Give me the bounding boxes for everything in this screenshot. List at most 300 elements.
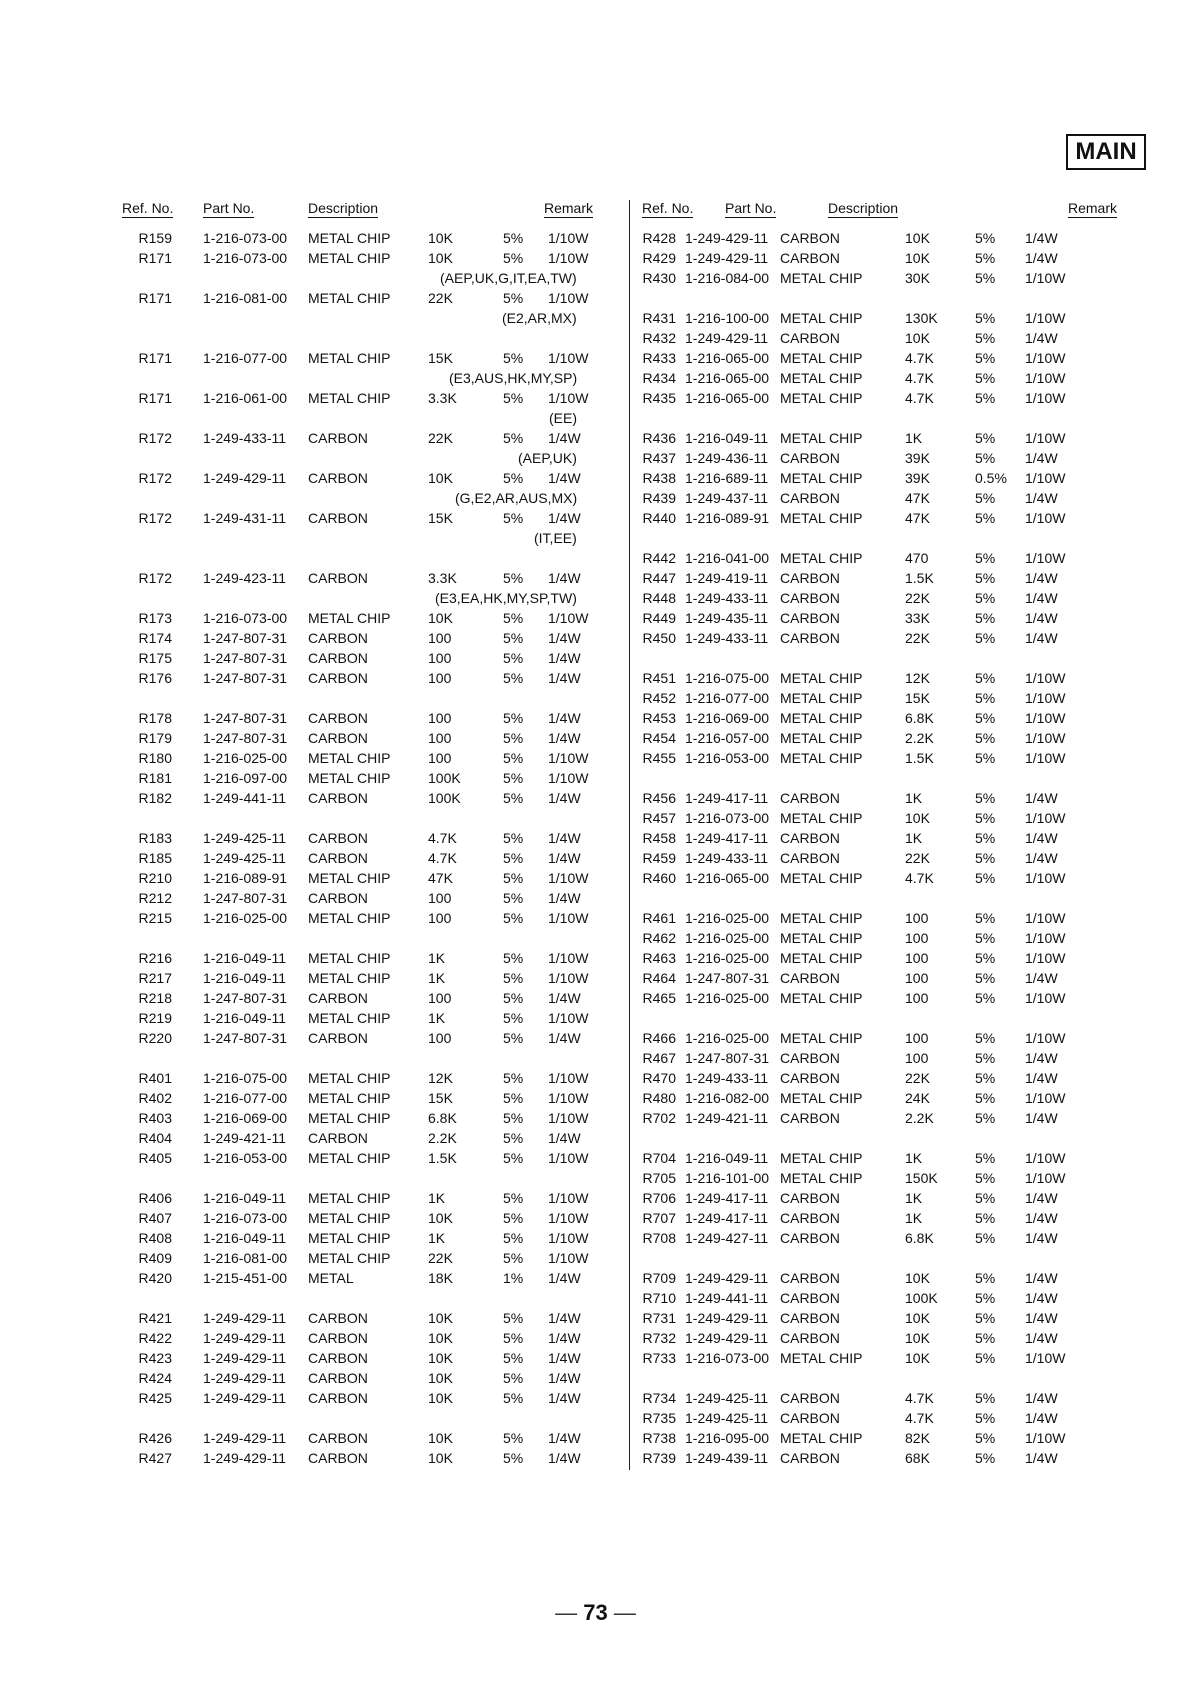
wattage: 1/4W <box>1025 1270 1058 1286</box>
wattage: 1/10W <box>1025 390 1066 406</box>
value: 22K <box>428 1250 453 1266</box>
value: 1K <box>905 1150 923 1166</box>
part-no: 1-216-025-00 <box>685 990 770 1006</box>
tolerance: 5% <box>975 570 996 586</box>
tolerance: 5% <box>975 430 996 446</box>
header-ref: Ref. No. <box>122 200 174 216</box>
wattage: 1/10W <box>548 250 589 266</box>
part-no: 1-249-441-11 <box>203 790 287 806</box>
ref-no: R218 <box>138 990 172 1006</box>
wattage: 1/4W <box>1025 1110 1058 1126</box>
description: CARBON <box>308 510 368 526</box>
wattage: 1/4W <box>1025 790 1058 806</box>
part-no: 1-216-053-00 <box>203 1150 288 1166</box>
value: 22K <box>428 430 453 446</box>
ref-no: R406 <box>138 1190 172 1206</box>
description: CARBON <box>780 490 840 506</box>
description: CARBON <box>308 850 368 866</box>
wattage: 1/10W <box>548 870 589 886</box>
ref-no: R429 <box>642 250 676 266</box>
wattage: 1/4W <box>1025 1390 1058 1406</box>
tolerance: 5% <box>975 1030 996 1046</box>
ref-no: R424 <box>138 1370 172 1386</box>
part-no: 1-216-084-00 <box>685 270 770 286</box>
tolerance: 5% <box>975 1390 996 1406</box>
ref-no: R463 <box>642 950 676 966</box>
value: 10K <box>905 1330 930 1346</box>
ref-no: R450 <box>642 630 676 646</box>
value: 1K <box>428 970 446 986</box>
part-no: 1-249-425-11 <box>685 1410 769 1426</box>
tolerance: 5% <box>975 910 996 926</box>
part-no: 1-216-073-00 <box>203 230 288 246</box>
tolerance: 5% <box>503 1250 524 1266</box>
ref-no: R422 <box>138 1330 172 1346</box>
tolerance: 5% <box>975 1090 996 1106</box>
description: METAL CHIP <box>780 430 863 446</box>
value: 12K <box>428 1070 453 1086</box>
description: CARBON <box>308 730 368 746</box>
wattage: 1/10W <box>1025 990 1066 1006</box>
wattage: 1/4W <box>1025 1230 1058 1246</box>
header-description: Description <box>308 200 379 216</box>
part-no: 1-249-429-11 <box>685 1270 769 1286</box>
description: METAL CHIP <box>780 1430 863 1446</box>
ref-no: R437 <box>642 450 676 466</box>
description: METAL CHIP <box>308 1090 391 1106</box>
part-no: 1-216-069-00 <box>685 710 770 726</box>
tolerance: 5% <box>503 250 524 266</box>
ref-no: R733 <box>642 1350 676 1366</box>
header-part: Part No. <box>203 200 255 216</box>
tolerance: 5% <box>503 970 524 986</box>
part-no: 1-216-061-00 <box>203 390 288 406</box>
description: METAL CHIP <box>780 1150 863 1166</box>
part-no: 1-216-100-00 <box>685 310 770 326</box>
tolerance: 5% <box>503 1190 524 1206</box>
part-no: 1-249-417-11 <box>685 1210 769 1226</box>
description: CARBON <box>780 1070 840 1086</box>
value: 39K <box>905 470 930 486</box>
wattage: 1/10W <box>1025 730 1066 746</box>
description: METAL CHIP <box>780 990 863 1006</box>
description: CARBON <box>308 890 368 906</box>
part-no: 1-249-429-11 <box>685 1310 769 1326</box>
tolerance: 5% <box>503 1230 524 1246</box>
tolerance: 5% <box>503 870 524 886</box>
part-no: 1-216-097-00 <box>203 770 288 786</box>
description: METAL CHIP <box>780 930 863 946</box>
part-no: 1-216-073-00 <box>203 250 288 266</box>
description: CARBON <box>780 1210 840 1226</box>
wattage: 1/10W <box>1025 1170 1066 1186</box>
wattage: 1/4W <box>1025 1330 1058 1346</box>
description: METAL CHIP <box>780 870 863 886</box>
ref-no: R731 <box>642 1310 676 1326</box>
description: METAL CHIP <box>780 670 863 686</box>
part-no: 1-249-433-11 <box>685 1070 769 1086</box>
tolerance: 5% <box>503 1210 524 1226</box>
description: CARBON <box>308 990 368 1006</box>
tolerance: 5% <box>503 570 524 586</box>
wattage: 1/10W <box>548 290 589 306</box>
description: METAL CHIP <box>780 470 863 486</box>
ref-no: R464 <box>642 970 676 986</box>
value: 4.7K <box>428 850 457 866</box>
wattage: 1/4W <box>548 1270 581 1286</box>
part-no: 1-247-807-31 <box>203 990 288 1006</box>
wattage: 1/4W <box>1025 850 1058 866</box>
ref-no: R171 <box>138 350 172 366</box>
wattage: 1/4W <box>548 650 581 666</box>
wattage: 1/4W <box>1025 330 1058 346</box>
value: 130K <box>905 310 938 326</box>
tolerance: 5% <box>503 610 524 626</box>
part-no: 1-247-807-31 <box>203 890 288 906</box>
part-no: 1-216-025-00 <box>685 930 770 946</box>
description: CARBON <box>308 1370 368 1386</box>
ref-no: R461 <box>642 910 676 926</box>
wattage: 1/4W <box>1025 1190 1058 1206</box>
value: 4.7K <box>905 350 934 366</box>
tolerance: 5% <box>503 830 524 846</box>
tolerance: 5% <box>975 350 996 366</box>
ref-no: R217 <box>138 970 172 986</box>
destination-remark: (E3,AUS,HK,MY,SP) <box>449 370 578 386</box>
ref-no: R407 <box>138 1210 172 1226</box>
description: METAL CHIP <box>308 1070 391 1086</box>
part-no: 1-216-049-11 <box>203 970 287 986</box>
ref-no: R408 <box>138 1230 172 1246</box>
ref-no: R734 <box>642 1390 676 1406</box>
column-divider <box>629 200 630 1470</box>
ref-no: R452 <box>642 690 676 706</box>
tolerance: 5% <box>503 1070 524 1086</box>
value: 10K <box>428 1210 453 1226</box>
value: 1.5K <box>905 570 934 586</box>
wattage: 1/4W <box>548 990 581 1006</box>
description: METAL CHIP <box>780 350 863 366</box>
ref-no: R480 <box>642 1090 676 1106</box>
page-number <box>0 1600 1191 1626</box>
wattage: 1/10W <box>1025 810 1066 826</box>
part-no: 1-216-073-00 <box>685 810 770 826</box>
wattage: 1/10W <box>548 1070 589 1086</box>
description: METAL CHIP <box>308 1190 391 1206</box>
tolerance: 5% <box>975 810 996 826</box>
value: 1K <box>905 1190 923 1206</box>
ref-no: R706 <box>642 1190 676 1206</box>
ref-no: R402 <box>138 1090 172 1106</box>
ref-no: R421 <box>138 1310 172 1326</box>
header-remark: Remark <box>544 200 594 216</box>
wattage: 1/10W <box>548 970 589 986</box>
ref-no: R420 <box>138 1270 172 1286</box>
tolerance: 5% <box>503 1130 524 1146</box>
ref-no: R448 <box>642 590 676 606</box>
value: 47K <box>905 510 930 526</box>
tolerance: 5% <box>503 710 524 726</box>
value: 10K <box>428 230 453 246</box>
ref-no: R447 <box>642 570 676 586</box>
value: 68K <box>905 1450 930 1466</box>
value: 1K <box>428 1010 446 1026</box>
tolerance: 5% <box>503 790 524 806</box>
ref-no: R219 <box>138 1010 172 1026</box>
part-no: 1-216-049-11 <box>203 950 287 966</box>
description: METAL CHIP <box>308 1150 391 1166</box>
part-no: 1-216-065-00 <box>685 350 770 366</box>
value: 10K <box>428 1310 453 1326</box>
value: 10K <box>428 1450 453 1466</box>
value: 100 <box>428 730 452 746</box>
ref-no: R178 <box>138 710 172 726</box>
value: 100 <box>428 910 452 926</box>
part-no: 1-247-807-31 <box>685 1050 770 1066</box>
tolerance: 5% <box>975 750 996 766</box>
tolerance: 5% <box>503 1150 524 1166</box>
value: 1K <box>428 950 446 966</box>
ref-no: R710 <box>642 1290 676 1306</box>
part-no: 1-216-101-00 <box>685 1170 770 1186</box>
tolerance: 5% <box>975 690 996 706</box>
wattage: 1/4W <box>1025 570 1058 586</box>
description: METAL <box>308 1270 354 1286</box>
ref-no: R435 <box>642 390 676 406</box>
description: METAL CHIP <box>308 1010 391 1026</box>
ref-no: R453 <box>642 710 676 726</box>
description: METAL CHIP <box>308 1230 391 1246</box>
tolerance: 5% <box>503 670 524 686</box>
tolerance: 5% <box>975 330 996 346</box>
description: METAL CHIP <box>780 710 863 726</box>
part-no: 1-249-425-11 <box>685 1390 769 1406</box>
ref-no: R179 <box>138 730 172 746</box>
value: 100 <box>905 930 929 946</box>
part-no: 1-216-082-00 <box>685 1090 770 1106</box>
destination-remark: (EE) <box>549 410 577 426</box>
tolerance: 5% <box>975 1450 996 1466</box>
description: METAL CHIP <box>780 390 863 406</box>
value: 10K <box>905 1310 930 1326</box>
part-no: 1-249-417-11 <box>685 830 769 846</box>
destination-remark: (E3,EA,HK,MY,SP,TW) <box>435 590 577 606</box>
value: 100 <box>905 910 929 926</box>
ref-no: R438 <box>642 470 676 486</box>
description: CARBON <box>780 450 840 466</box>
ref-no: R172 <box>138 430 172 446</box>
value: 100 <box>428 710 452 726</box>
description: CARBON <box>308 1130 368 1146</box>
value: 10K <box>905 230 930 246</box>
description: CARBON <box>780 1310 840 1326</box>
value: 1K <box>905 1210 923 1226</box>
tolerance: 5% <box>503 1350 524 1366</box>
part-no: 1-249-417-11 <box>685 1190 769 1206</box>
wattage: 1/4W <box>548 430 581 446</box>
part-no: 1-216-077-00 <box>685 690 770 706</box>
value: 15K <box>905 690 930 706</box>
description: CARBON <box>780 1190 840 1206</box>
description: CARBON <box>780 330 840 346</box>
ref-no: R459 <box>642 850 676 866</box>
value: 3.3K <box>428 390 457 406</box>
tolerance: 5% <box>503 750 524 766</box>
value: 100 <box>428 990 452 1006</box>
description: CARBON <box>308 1310 368 1326</box>
wattage: 1/4W <box>1025 1290 1058 1306</box>
wattage: 1/10W <box>548 1190 589 1206</box>
part-no: 1-249-435-11 <box>685 610 769 626</box>
ref-no: R708 <box>642 1230 676 1246</box>
wattage: 1/10W <box>548 1090 589 1106</box>
wattage: 1/10W <box>1025 430 1066 446</box>
ref-no: R449 <box>642 610 676 626</box>
header-description: Description <box>828 200 899 216</box>
description: METAL CHIP <box>780 950 863 966</box>
wattage: 1/10W <box>548 350 589 366</box>
part-no: 1-247-807-31 <box>203 710 288 726</box>
ref-no: R159 <box>138 230 172 246</box>
part-no: 1-216-057-00 <box>685 730 770 746</box>
part-no: 1-249-429-11 <box>203 1390 287 1406</box>
part-no: 1-216-049-11 <box>685 430 769 446</box>
value: 2.2K <box>905 730 934 746</box>
wattage: 1/10W <box>548 950 589 966</box>
wattage: 1/4W <box>548 1370 581 1386</box>
wattage: 1/10W <box>548 750 589 766</box>
wattage: 1/10W <box>1025 550 1066 566</box>
value: 10K <box>428 1390 453 1406</box>
wattage: 1/4W <box>548 510 581 526</box>
wattage: 1/10W <box>1025 1090 1066 1106</box>
tolerance: 5% <box>503 650 524 666</box>
wattage: 1/4W <box>1025 970 1058 986</box>
tolerance: 5% <box>975 390 996 406</box>
description: CARBON <box>308 650 368 666</box>
value: 1.5K <box>428 1150 457 1166</box>
wattage: 1/4W <box>548 1430 581 1446</box>
value: 10K <box>905 810 930 826</box>
tolerance: 5% <box>503 430 524 446</box>
description: METAL CHIP <box>308 390 391 406</box>
wattage: 1/4W <box>548 1390 581 1406</box>
part-no: 1-249-429-11 <box>203 1310 287 1326</box>
ref-no: R436 <box>642 430 676 446</box>
part-no: 1-216-077-00 <box>203 1090 288 1106</box>
tolerance: 5% <box>975 550 996 566</box>
part-no: 1-247-807-31 <box>203 650 288 666</box>
ref-no: R467 <box>642 1050 676 1066</box>
part-no: 1-249-431-11 <box>203 510 287 526</box>
ref-no: R426 <box>138 1430 172 1446</box>
value: 1K <box>428 1230 446 1246</box>
wattage: 1/10W <box>548 1230 589 1246</box>
section-badge: MAIN <box>1066 134 1146 170</box>
tolerance: 5% <box>503 1390 524 1406</box>
tolerance: 5% <box>503 1010 524 1026</box>
wattage: 1/4W <box>1025 590 1058 606</box>
value: 6.8K <box>905 710 934 726</box>
value: 15K <box>428 510 453 526</box>
description: CARBON <box>780 1290 840 1306</box>
description: CARBON <box>780 250 840 266</box>
description: CARBON <box>308 1030 368 1046</box>
part-no: 1-216-075-00 <box>203 1070 288 1086</box>
tolerance: 5% <box>975 930 996 946</box>
ref-no: R455 <box>642 750 676 766</box>
ref-no: R220 <box>138 1030 172 1046</box>
description: METAL CHIP <box>308 970 391 986</box>
part-no: 1-249-425-11 <box>203 830 287 846</box>
ref-no: R173 <box>138 610 172 626</box>
ref-no: R456 <box>642 790 676 806</box>
part-no: 1-249-441-11 <box>685 1290 769 1306</box>
wattage: 1/4W <box>548 670 581 686</box>
value: 1K <box>905 790 923 806</box>
description: CARBON <box>308 670 368 686</box>
ref-no: R216 <box>138 950 172 966</box>
ref-no: R702 <box>642 1110 676 1126</box>
part-no: 1-216-049-11 <box>203 1230 287 1246</box>
wattage: 1/4W <box>1025 250 1058 266</box>
ref-no: R405 <box>138 1150 172 1166</box>
value: 12K <box>905 670 930 686</box>
value: 18K <box>428 1270 453 1286</box>
part-no: 1-249-423-11 <box>203 570 287 586</box>
ref-no: R427 <box>138 1450 172 1466</box>
ref-no: R704 <box>642 1150 676 1166</box>
part-no: 1-249-429-11 <box>203 1430 287 1446</box>
description: METAL CHIP <box>780 370 863 386</box>
part-no: 1-216-073-00 <box>203 1210 288 1226</box>
ref-no: R182 <box>138 790 172 806</box>
description: CARBON <box>780 1230 840 1246</box>
description: METAL CHIP <box>308 290 391 306</box>
description: CARBON <box>308 790 368 806</box>
tolerance: 5% <box>975 370 996 386</box>
wattage: 1/4W <box>1025 1070 1058 1086</box>
tolerance: 5% <box>975 1270 996 1286</box>
tolerance: 5% <box>975 250 996 266</box>
tolerance: 5% <box>503 850 524 866</box>
wattage: 1/10W <box>1025 750 1066 766</box>
tolerance: 5% <box>975 310 996 326</box>
value: 10K <box>905 1350 930 1366</box>
value: 22K <box>905 1070 930 1086</box>
description: CARBON <box>308 1430 368 1446</box>
value: 10K <box>905 1270 930 1286</box>
destination-remark: (IT,EE) <box>534 530 577 546</box>
description: METAL CHIP <box>308 610 391 626</box>
header-remark: Remark <box>1068 200 1118 216</box>
page-number-value: 73 <box>583 1600 608 1625</box>
ref-no: R454 <box>642 730 676 746</box>
description: CARBON <box>780 790 840 806</box>
part-no: 1-216-025-00 <box>685 910 770 926</box>
part-no: 1-249-429-11 <box>203 470 287 486</box>
ref-no: R423 <box>138 1350 172 1366</box>
value: 39K <box>905 450 930 466</box>
tolerance: 5% <box>975 970 996 986</box>
part-no: 1-216-689-11 <box>685 470 769 486</box>
ref-no: R738 <box>642 1430 676 1446</box>
ref-no: R401 <box>138 1070 172 1086</box>
description: CARBON <box>308 430 368 446</box>
value: 100K <box>428 770 461 786</box>
tolerance: 5% <box>503 290 524 306</box>
wattage: 1/4W <box>1025 1210 1058 1226</box>
